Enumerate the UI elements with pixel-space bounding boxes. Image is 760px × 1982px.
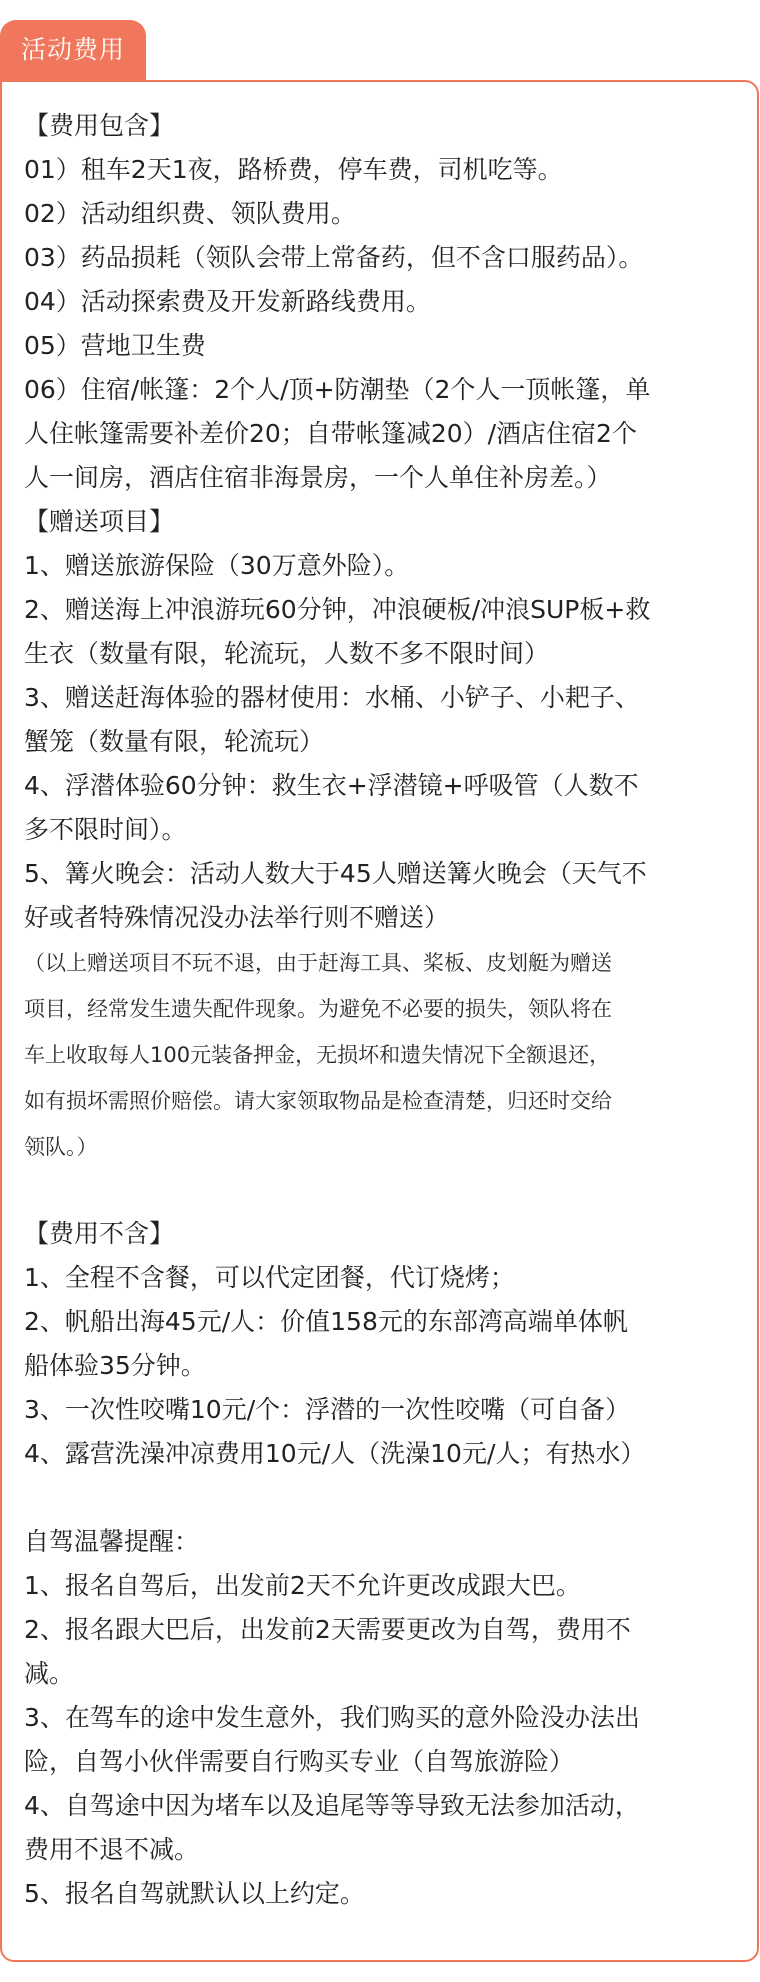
included-line: 03）药品损耗（领队会带上常备药，但不含口服药品）。 <box>24 243 644 272</box>
included-line: 人住帐篷需要补差价20；自带帐篷减20）/酒店住宿2个 <box>24 419 637 448</box>
excluded-line: 2、帆船出海45元/人：价值158元的东部湾高端单体帆 <box>24 1307 628 1336</box>
gifts-line: 多不限时间）。 <box>24 815 187 844</box>
gifts-line: 蟹笼（数量有限，轮流玩） <box>24 727 325 756</box>
tips-line: 险，自驾小伙伴需要自行购买专业（自驾旅游险） <box>24 1747 575 1776</box>
spacer <box>24 1170 736 1212</box>
included-section <box>24 104 736 500</box>
included-heading: 【费用包含】 <box>24 111 175 140</box>
gifts-line: 2、赠送海上冲浪游玩60分钟，冲浪硬板/冲浪SUP板+救 <box>24 595 651 624</box>
gifts-line: 好或者特殊情况没办法举行则不赠送） <box>24 903 450 932</box>
gifts-heading: 【赠送项目】 <box>24 507 175 536</box>
excluded-line: 1、全程不含餐，可以代定团餐，代订烧烤； <box>24 1263 515 1292</box>
tips-section <box>24 1520 736 1916</box>
gifts-line: 3、赠送赶海体验的器材使用：水桶、小铲子、小耙子、 <box>24 683 640 712</box>
tips-line: 4、自驾途中因为堵车以及追尾等等导致无法参加活动， <box>24 1791 640 1820</box>
gifts-note <box>24 940 736 1170</box>
included-line: 02）活动组织费、领队费用。 <box>24 199 356 228</box>
included-line: 01）租车2天1夜，路桥费，停车费，司机吃等。 <box>24 155 563 184</box>
included-line: 05）营地卫生费 <box>24 331 206 360</box>
tips-heading: 自驾温馨提醒： <box>24 1527 200 1556</box>
included-line: 人一间房，酒店住宿非海景房，一个人单住补房差。） <box>24 463 612 492</box>
gifts-line: 5、篝火晚会：活动人数大于45人赠送篝火晚会（天气不 <box>24 859 647 888</box>
section-tab-label: 活动费用 <box>20 35 125 64</box>
gifts-note-line: 项目，经常发生遗失配件现象。为避免不必要的损失，领队将在 <box>24 997 612 1021</box>
gifts-line: 生衣（数量有限，轮流玩，人数不多不限时间） <box>24 639 550 668</box>
gifts-line: 4、浮潜体验60分钟：救生衣+浮潜镜+呼吸管（人数不 <box>24 771 639 800</box>
excluded-line: 船体验35分钟。 <box>24 1351 206 1380</box>
tips-line: 5、报名自驾就默认以上约定。 <box>24 1879 365 1908</box>
gifts-note-line: 如有损坏需照价赔偿。请大家领取物品是检查清楚，归还时交给 <box>24 1089 612 1113</box>
gifts-line: 1、赠送旅游保险（30万意外险）。 <box>24 551 410 580</box>
tips-line: 1、报名自驾后，出发前2天不允许更改成跟大巴。 <box>24 1571 581 1600</box>
gifts-note-line: 车上收取每人100元装备押金，无损坏和遗失情况下全额退还， <box>24 1043 611 1067</box>
gifts-note-line: 领队。） <box>24 1135 98 1159</box>
tips-line: 减。 <box>24 1659 75 1688</box>
fee-panel <box>0 80 759 1962</box>
tips-line: 费用不退不减。 <box>24 1835 200 1864</box>
included-line: 06）住宿/帐篷：2个人/顶+防潮垫（2个人一顶帐篷，单 <box>24 375 651 404</box>
excluded-section <box>24 1212 736 1476</box>
section-tab <box>0 20 146 80</box>
spacer <box>24 1476 736 1520</box>
excluded-heading: 【费用不含】 <box>24 1219 175 1248</box>
excluded-line: 4、露营洗澡冲凉费用10元/人（洗澡10元/人；有热水） <box>24 1439 646 1468</box>
gifts-section <box>24 500 736 1170</box>
excluded-line: 3、一次性咬嘴10元/个：浮潜的一次性咬嘴（可自备） <box>24 1395 631 1424</box>
tips-line: 3、在驾车的途中发生意外，我们购买的意外险没办法出 <box>24 1703 640 1732</box>
tips-line: 2、报名跟大巴后，出发前2天需要更改为自驾，费用不 <box>24 1615 631 1644</box>
included-line: 04）活动探索费及开发新路线费用。 <box>24 287 431 316</box>
gifts-note-line: （以上赠送项目不玩不退，由于赶海工具、桨板、皮划艇为赠送 <box>24 951 612 975</box>
fee-content <box>24 104 736 1916</box>
